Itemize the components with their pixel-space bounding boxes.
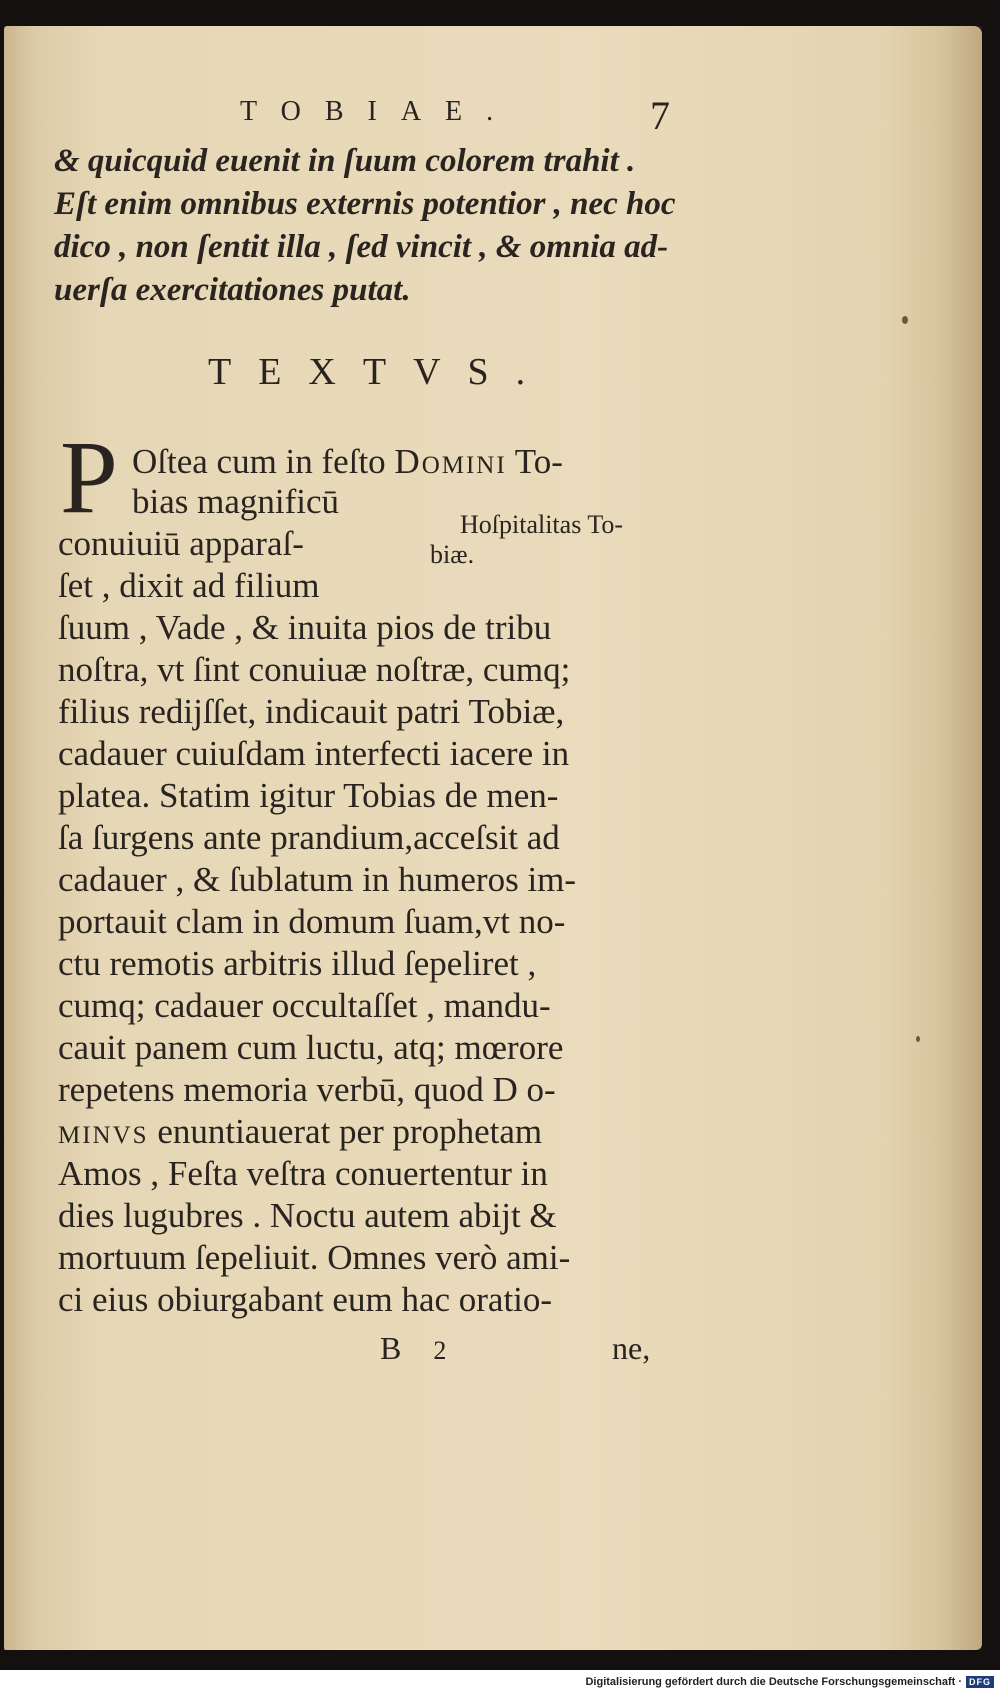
text-line xyxy=(132,442,563,482)
commentary-line: dico , non ſentit illa , ſed vincit , & omnia ad- xyxy=(54,229,669,265)
text-segment: Oſtea cum in feſto xyxy=(132,442,395,481)
text-segment: To- xyxy=(506,442,563,481)
drop-cap: P xyxy=(60,420,118,535)
credit-text: Digitalisierung gefördert durch die Deutsche Forschungsgemeinschaft · xyxy=(585,1676,962,1688)
text-line: platea. Statim igitur Tobias de men- xyxy=(58,776,559,815)
text-line: conuiuiū apparaſ- xyxy=(58,524,304,563)
signature-mark xyxy=(380,1330,446,1367)
marginal-note-line: biæ. xyxy=(430,540,475,569)
marginal-note xyxy=(430,510,624,570)
text-line xyxy=(58,1112,542,1152)
text-line: portauit clam in domum ſuam,vt no- xyxy=(58,902,566,941)
text-line: cadauer cuiuſdam interfecti iacere in xyxy=(58,734,570,773)
paper-spot xyxy=(902,316,908,324)
text-line: noſtra, vt ſint conuiuæ noſtræ, cumq; xyxy=(58,650,571,689)
signature-letter: B xyxy=(380,1330,402,1366)
page-number: 7 xyxy=(650,93,670,138)
catchword: ne, xyxy=(612,1330,651,1366)
page-edge-shadow xyxy=(942,26,982,1650)
text-line: filius redijſſet, indicauit patri Tobiæ, xyxy=(58,692,565,731)
text-line: cadauer , & ſublatum in humeros im- xyxy=(58,860,577,899)
text-line: ſet , dixit ad filium xyxy=(58,566,320,605)
signature-number: 2 xyxy=(433,1336,447,1365)
text-line: mortuum ſepeliuit. Omnes verò ami- xyxy=(58,1238,571,1277)
text-line: bias magnificū xyxy=(132,482,340,521)
nomen-sacrum: minvs xyxy=(58,1112,149,1151)
text-line: repetens memoria verbū, quod D o- xyxy=(58,1070,556,1109)
text-line: dies lugubres . Noctu autem abijt & xyxy=(58,1196,557,1235)
text-line: ci eius obiurgabant eum hac oratio- xyxy=(58,1280,553,1319)
commentary-block xyxy=(54,140,684,312)
text-line: ſa ſurgens ante prandium,acceſsit ad xyxy=(58,818,560,857)
running-title: TOBIAE. xyxy=(240,96,518,127)
text-line: cumq; cadauer occultaſſet , mandu- xyxy=(58,986,551,1025)
text-line: Amos , Feſta veſtra conuertentur in xyxy=(58,1154,548,1193)
text-line: cauit panem cum luctu, atq; mœrore xyxy=(58,1028,564,1067)
nomen-sacrum: Domini xyxy=(394,442,507,481)
digitization-credit xyxy=(585,1676,994,1688)
commentary-line: & quicquid euenit in ſuum colorem trahit . xyxy=(54,143,636,179)
text-line: ctu remotis arbitris illud ſepeliret , xyxy=(58,944,537,983)
paper-spot xyxy=(916,1036,920,1042)
section-title: TEXTVS. xyxy=(208,351,553,393)
commentary-line: Eſt enim omnibus externis potentior , nec hoc xyxy=(54,186,676,222)
text-segment: enuntiauerat per prophetam xyxy=(148,1112,543,1151)
text-line: ſuum , Vade , & inuita pios de tribu xyxy=(58,608,552,647)
marginal-note-line: Hoſpitalitas To- xyxy=(460,510,624,539)
dfg-logo: DFG xyxy=(966,1676,994,1688)
commentary-line: uerſa exercitationes putat. xyxy=(54,272,411,308)
